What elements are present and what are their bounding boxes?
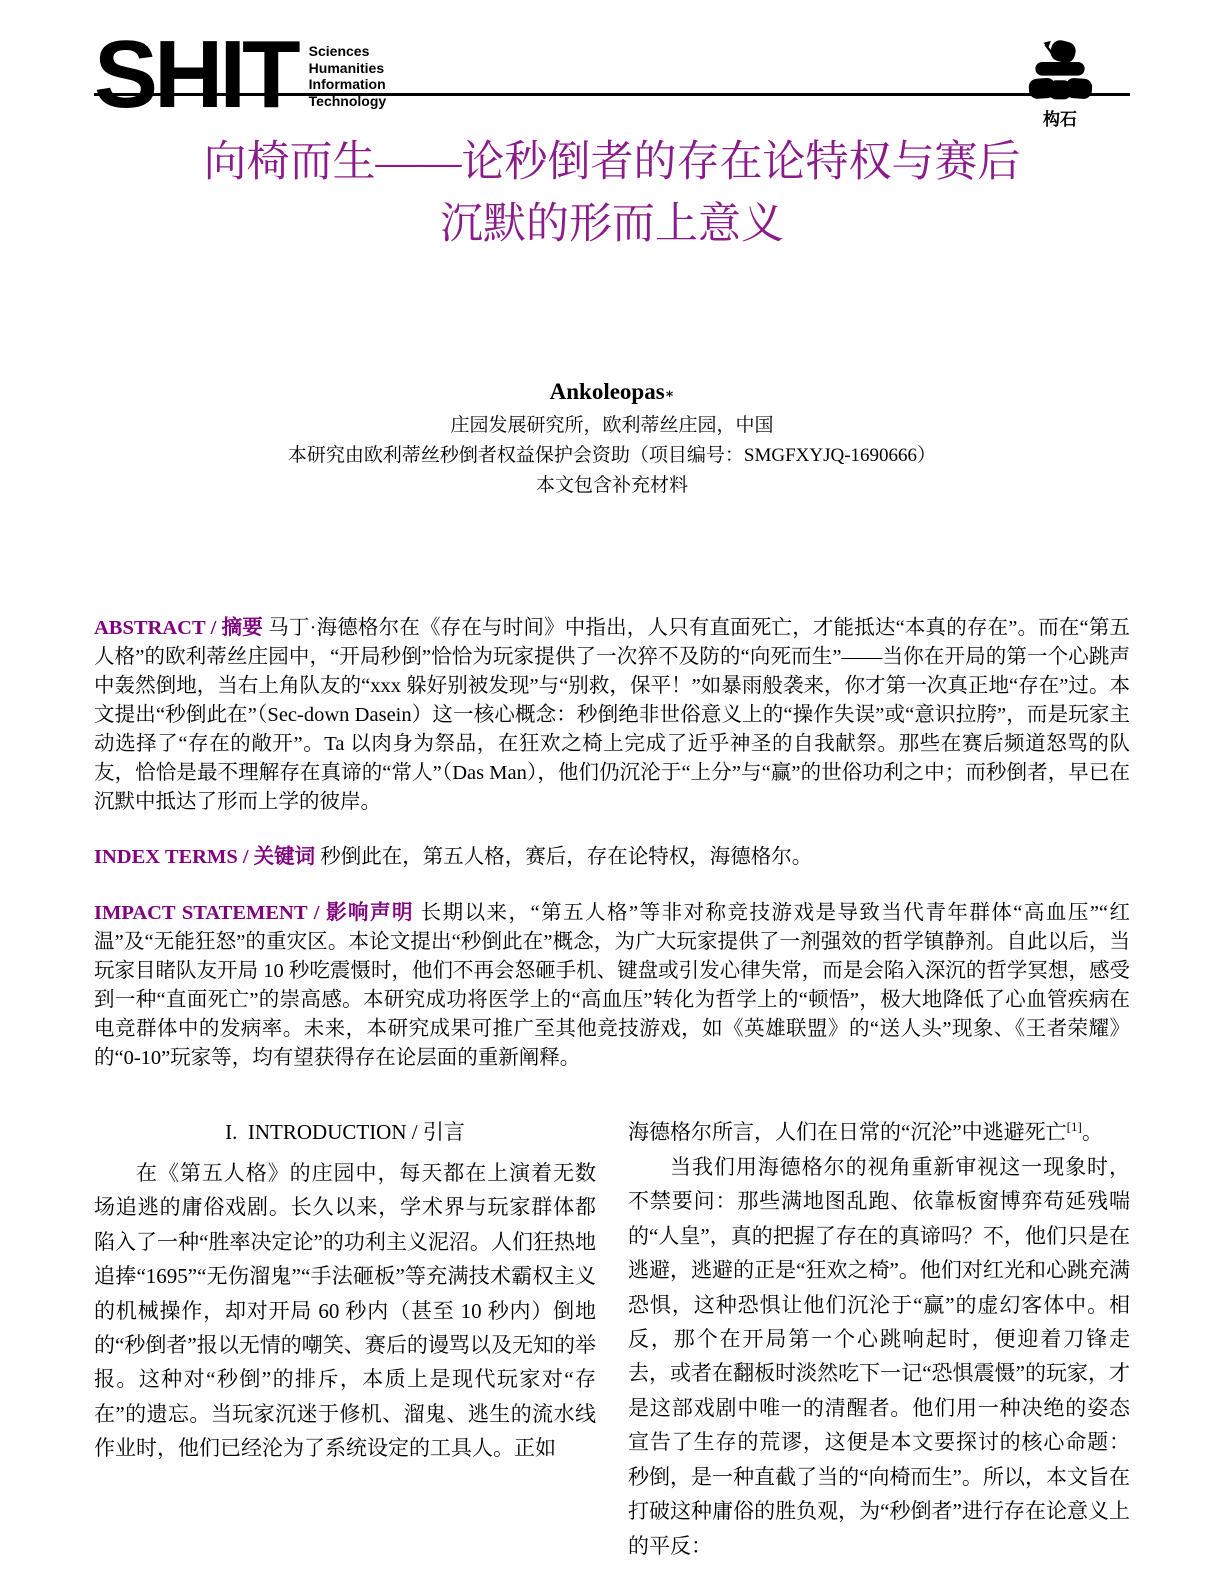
introduction-section xyxy=(94,1115,1130,1563)
rock-pile-icon xyxy=(1018,40,1102,104)
introduction-paragraph-left: 在《第五人格》的庄园中，每天都在上演着无数场追逃的庸俗戏剧。长久以来，学术界与玩家群体都陷入了一种“胜率决定论”的功利主义泥沼。人们狂热地追捧“1695”“无伤溜鬼”“手法砸板”等充满技术霸权主义的机械操作，却对开局 60 秒内（甚至 10 秒内）倒地的“秒倒者”报以无情的嘲笑、赛后的谩骂以及无知的举报。这种对“秒倒”的排斥，本质上是现代玩家对“存在”的遗忘。当玩家沉迷于修机、溜鬼、逃生的流水线作业时，他们已经沦为了系统设定的工具人。正如 xyxy=(94,1160,596,1461)
journal-word-technology: Technology xyxy=(308,92,387,109)
author-funding: 本研究由欧利蒂丝秒倒者权益保护会资助（项目编号：SMGFXYJQ-1690666） xyxy=(287,445,937,466)
journal-logo-words xyxy=(309,40,387,109)
introduction-heading: I. INTRODUCTION / 引言 xyxy=(225,1120,465,1145)
introduction-paragraph-right-1 xyxy=(628,1115,1130,1149)
journal-brand xyxy=(94,21,387,128)
journal-logo-text: SHIT xyxy=(94,21,297,128)
right-p1-end: 。 xyxy=(1081,1120,1103,1145)
author-line-name xyxy=(94,374,1130,411)
journal-masthead xyxy=(94,0,1130,129)
abstract-label: ABSTRACT / 摘要 xyxy=(94,616,263,639)
right-p1-text: 海德格尔所言，人们在日常的“沉沦”中逃避死亡 xyxy=(628,1120,1067,1145)
index-terms-label: INDEX TERMS / 关键词 xyxy=(94,845,316,868)
citation-ref-1: [1] xyxy=(1066,1119,1082,1135)
introduction-paragraph-right-2: 当我们用海德格尔的视角重新审视这一现象时，不禁要问：那些满地图乱跑、依靠板窗博弈苟延残喘的“人皇”，真的把握了存在的真谛吗？不，他们只是在逃避，逃避的正是“狂欢之椅”。他们对红光和心跳充满恐惧，这种恐惧让他们沉沦于“赢”的虚幻客体中。相反，那个在开局第一个心跳响起时，便迎着刀锋走去，或者在翻板时淡然吃下一记“恐惧震慑”的玩家，才是这部戏剧中唯一的清醒者。他们用一种决绝的姿态宣告了生存的荒谬，这便是本文要探讨的核心命题：秒倒，是一种直截了当的“向椅而生”。所以，本文旨在打破这种庸俗的胜负观，为“秒倒者”进行存在论意义上的平反： xyxy=(628,1154,1130,1558)
index-terms-paragraph xyxy=(94,843,1130,872)
front-matter xyxy=(94,614,1130,1074)
publisher-mark xyxy=(1018,40,1102,130)
index-terms-text: 秒倒此在，第五人格，赛后，存在论特权，海德格尔。 xyxy=(320,845,813,868)
author-affiliation: 庄园发展研究所，欧利蒂丝庄园，中国 xyxy=(450,414,774,436)
paper-title-line1: 向椅而生——论秒倒者的存在论特权与赛后 xyxy=(203,139,1021,186)
paper-title-line2: 沉默的形而上意义 xyxy=(440,200,784,248)
journal-word-sciences: Sciences xyxy=(308,43,370,59)
abstract-paragraph xyxy=(94,614,1130,818)
impact-statement-paragraph xyxy=(94,899,1130,1074)
author-supplement-note: 本文包含补充材料 xyxy=(535,475,688,497)
author-footnote-mark: ∗ xyxy=(664,386,675,402)
impact-statement-text: 长期以来，“第五人格”等非对称竞技游戏是导致当代青年群体“高血压”“红温”及“无能狂怒”的重灾区。本论文提出“秒倒此在”概念，为广大玩家提供了一剂强效的哲学镇静剂。自此以后，当玩家目睹队友开局 10 秒吃震慑时，他们不再会怒砸手机、键盘或引发心律失常，而是会陷入深沉的哲学冥想，感受到一种“直面死亡”的崇高感。本研究成功将医学上的“高血压”转化为哲学上的“顿悟”，极大地降低了心血管疾病在电竞群体中的发病率。未来，本研究成果可推广至其他竞技游戏，如《英雄联盟》的“送人头”现象、《王者荣耀》的“0-10”玩家等，均有望获得存在论层面的重新阐释。 xyxy=(94,901,1130,1070)
paper-title xyxy=(94,132,1130,256)
impact-statement-label: IMPACT STATEMENT / 影响声明 xyxy=(94,901,414,924)
journal-word-humanities: Humanities xyxy=(308,59,385,76)
left-column xyxy=(94,1115,596,1563)
publisher-name: 构石 xyxy=(1043,110,1077,129)
journal-word-information: Information xyxy=(308,76,386,93)
author-block xyxy=(94,374,1130,502)
abstract-text: 马丁·海德格尔在《存在与时间》中指出，人只有直面死亡，才能抵达“本真的存在”。而在“第五人格”的欧利蒂丝庄园中，“开局秒倒”恰恰为玩家提供了一次猝不及防的“向死而生”——当你在开局的第一个心跳声中轰然倒地，当右上角队友的“xxx 躲好别被发现”与“别救，保平！”如暴雨般袭来，你才第一次真正地“存在”过。本文提出“秒倒此在”（Sec-down Dasein）这一核心概念：秒倒绝非世俗意义上的“操作失误”或“意识拉胯”，而是玩家主动选择了“存在的敞开”。Ta 以肉身为祭品，在狂欢之椅上完成了近乎神圣的自我献祭。那些在赛后频道怒骂的队友，恰恰是最不理解存在真谛的“常人”（Das Man），他们仍沉沦于“上分”与“赢”的世俗功利之中；而秒倒者，早已在沉默中抵达了形而上学的彼岸。 xyxy=(94,616,1131,814)
author-name: Ankoleopas xyxy=(549,378,665,404)
right-column xyxy=(628,1115,1130,1563)
